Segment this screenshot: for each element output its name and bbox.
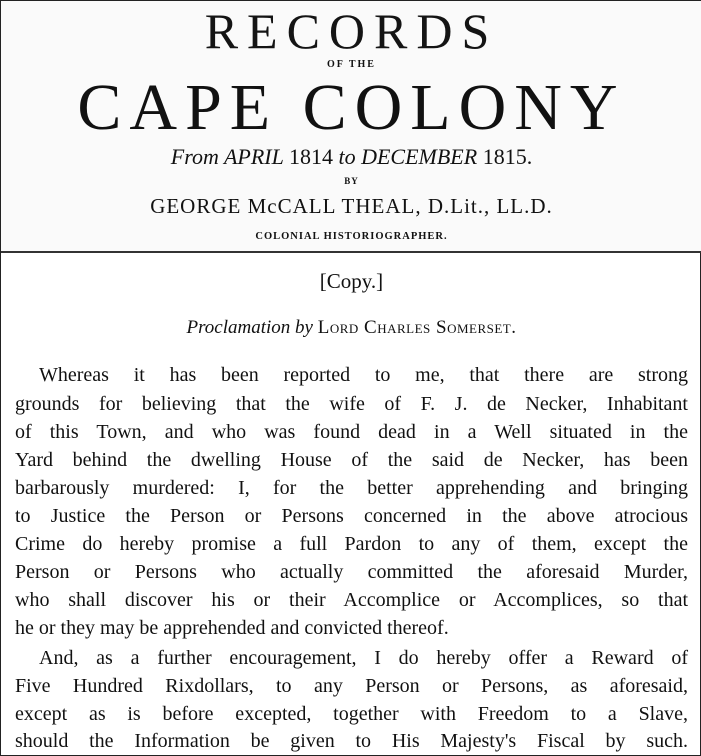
body-line: should the Information be given to His Majesty's Fiscal by such. xyxy=(15,730,688,752)
body-line: barbarously murdered: I, for the better apprehending and bringing xyxy=(15,477,688,499)
body-line: of this Town, and who was found dead in a Well situated in the xyxy=(15,421,688,443)
title-cape-colony: CAPE COLONY xyxy=(77,71,626,144)
body-line: he or they may be apprehended and convicted thereof. xyxy=(15,617,449,639)
author-name: GEORGE McCALL THEAL, D.Lit., LL.D. xyxy=(150,194,553,218)
dates-end-year: 1815. xyxy=(482,144,533,169)
body-line: Person or Persons who actually committed the aforesaid Murder, xyxy=(15,561,688,583)
proclamation-name: Lord Charles Somerset. xyxy=(317,317,517,338)
body-line: Yard behind the dwelling House of the said de Necker, has been xyxy=(15,449,688,471)
dates-end-month: DECEMBER xyxy=(361,144,478,169)
copy-label: [Copy.] xyxy=(319,269,384,293)
title-records: RECORDS xyxy=(204,3,499,59)
title-of-the: OF THE xyxy=(327,59,376,70)
body-line: except as is before excepted, together with Freedom to a Slave, xyxy=(15,703,688,725)
dates-start-year: 1814 xyxy=(288,144,333,169)
dates-mid: to xyxy=(338,144,356,169)
proclamation-heading xyxy=(1,317,701,339)
author-role: COLONIAL HISTORIOGRAPHER. xyxy=(255,231,448,242)
body-line: Whereas it has been reported to me, that there are strong xyxy=(39,364,688,386)
body-line: grounds for believing that the wife of F. J. de Necker, Inhabitant xyxy=(15,393,688,415)
dates-start-month: APRIL xyxy=(223,144,284,169)
title-block xyxy=(1,1,701,253)
body-line: And, as a further encouragement, I do hereby offer a Reward of xyxy=(39,647,688,669)
dates-prefix: From xyxy=(170,144,219,169)
body-line: Crime do hereby promise a full Pardon to any of them, except the xyxy=(15,533,688,555)
body-line: who shall discover his or their Accomplice or Accomplices, so that xyxy=(15,589,688,611)
proclamation-prefix: Proclamation by xyxy=(186,317,313,338)
by-label: BY xyxy=(344,176,359,186)
body-line: Five Hundred Rixdollars, to any Person or Persons, as aforesaid, xyxy=(15,675,688,697)
body-line: to Justice the Person or Persons concerned in the above atrocious xyxy=(15,505,688,527)
date-range xyxy=(1,144,701,170)
